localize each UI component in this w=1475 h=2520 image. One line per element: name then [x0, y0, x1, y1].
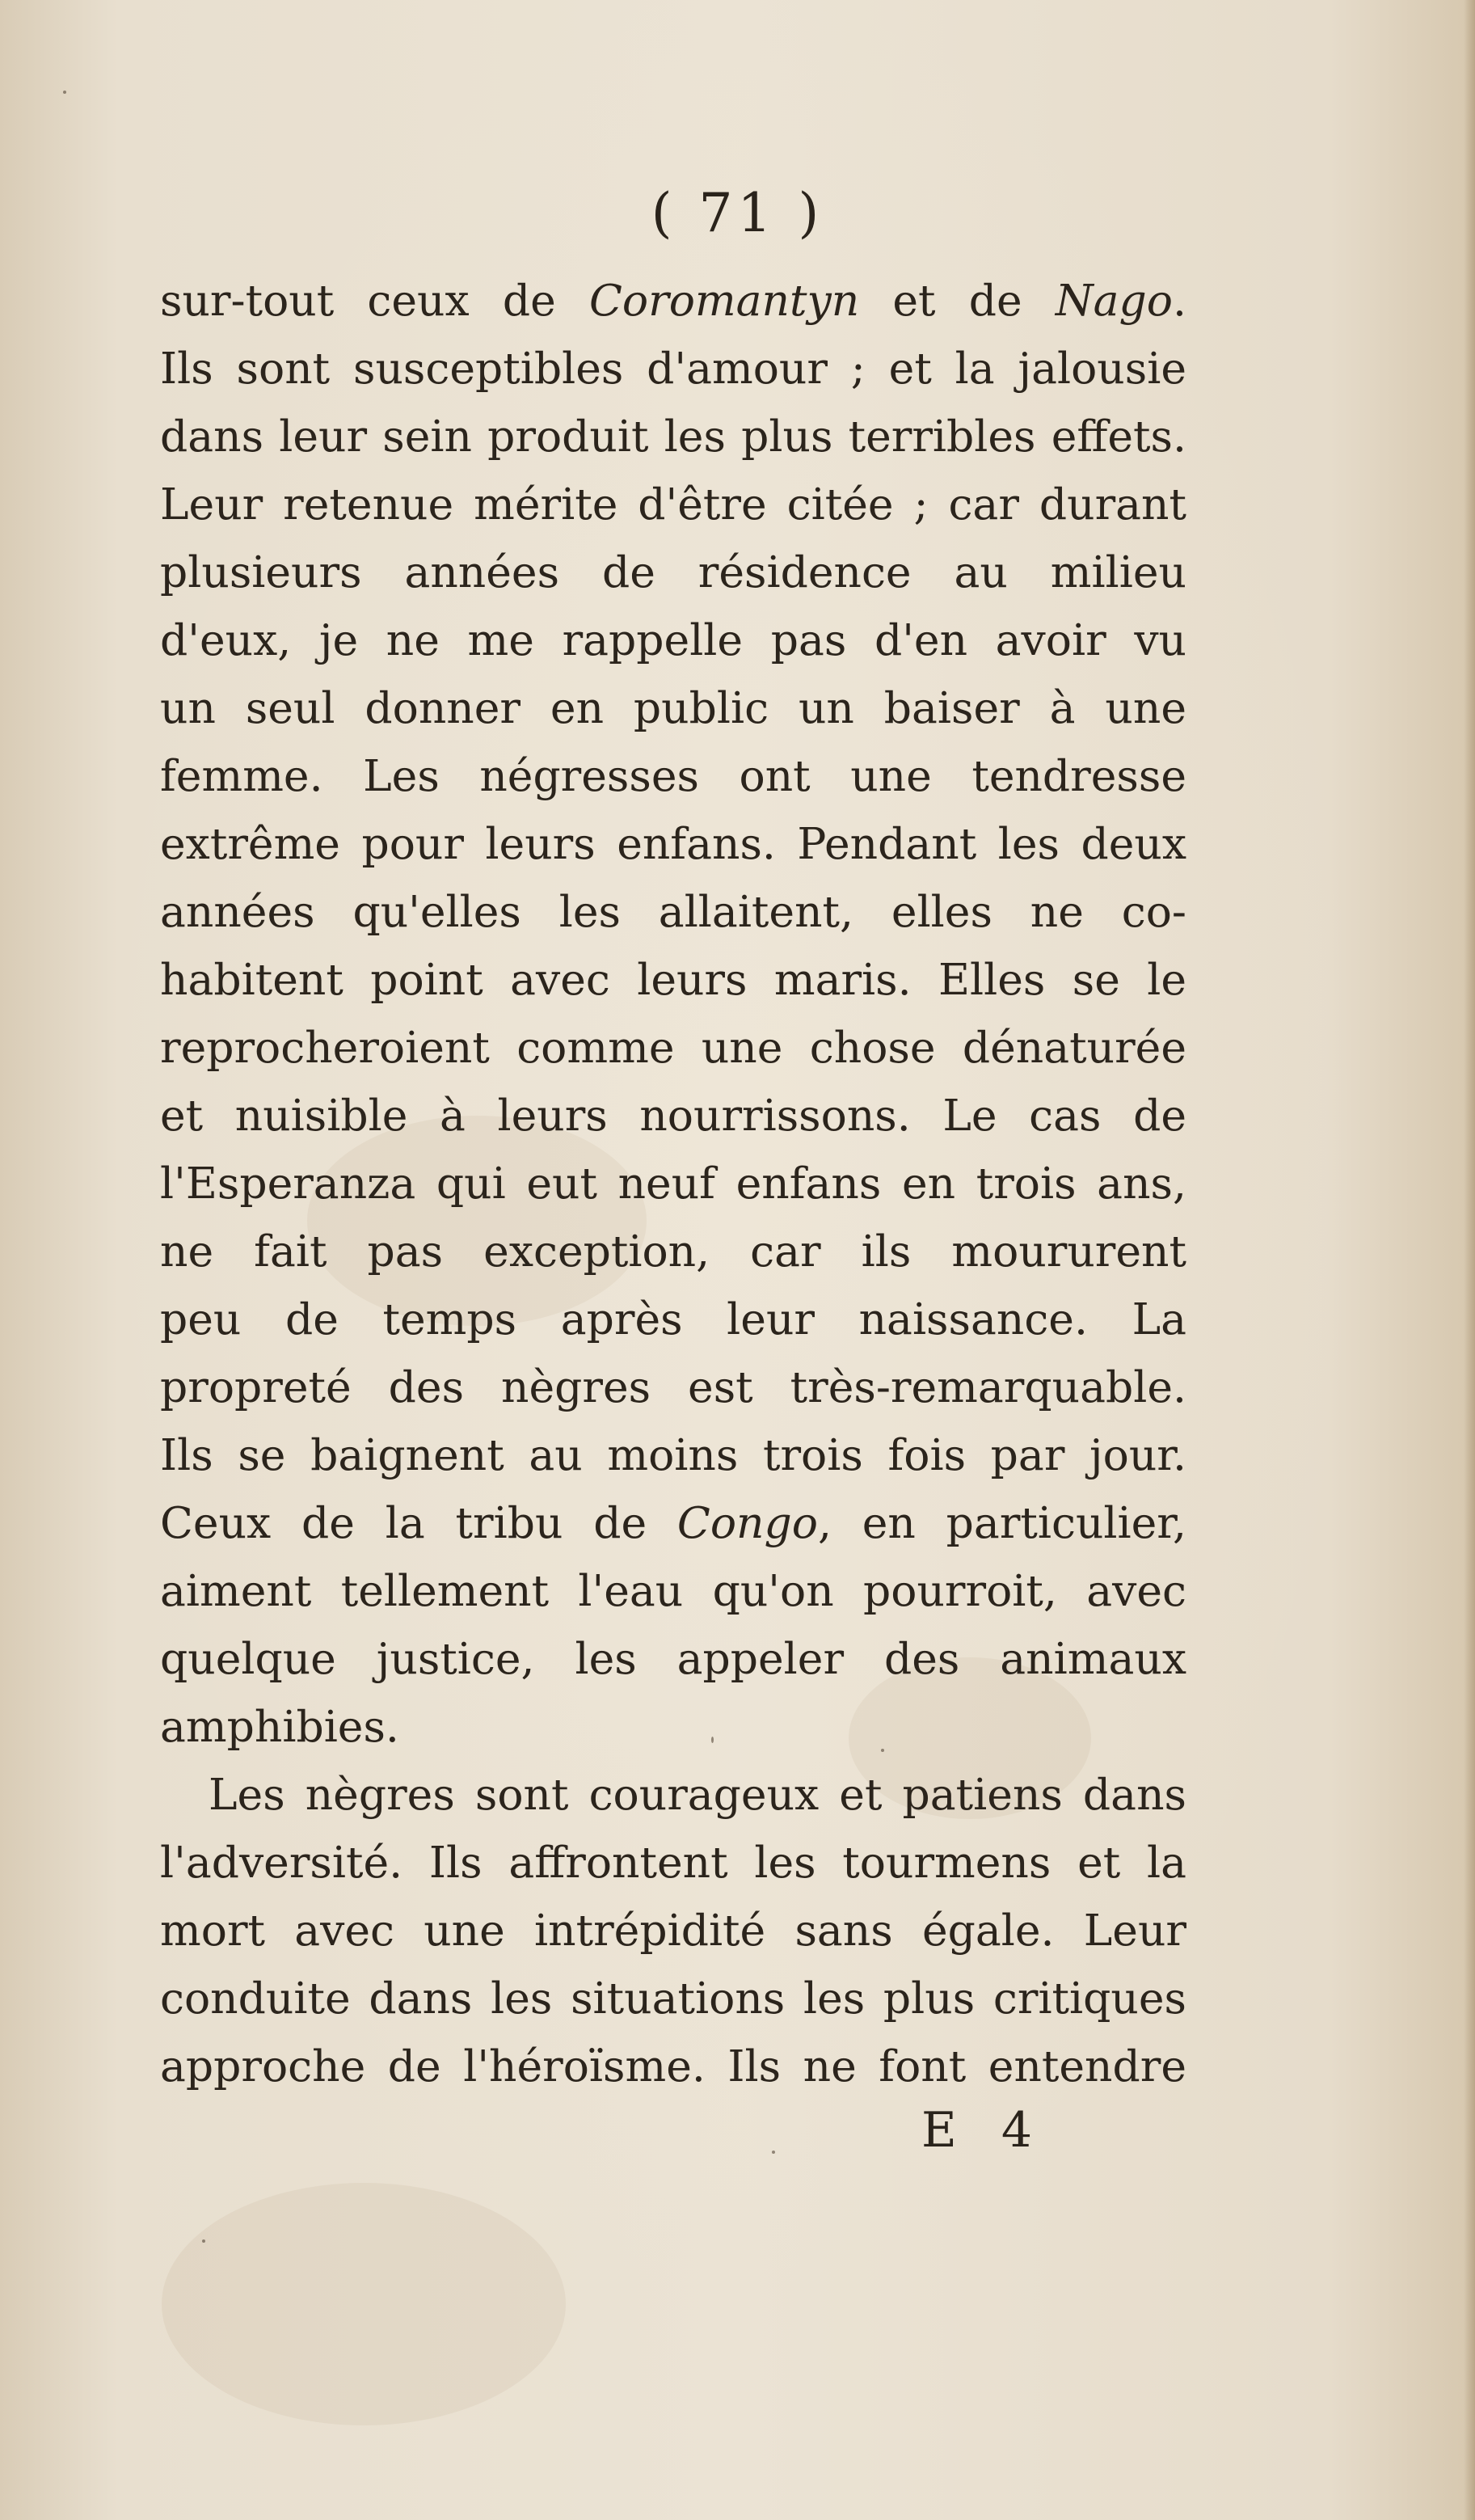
italic-nago: Nago — [1055, 275, 1173, 326]
italic-congo: Congo — [676, 1497, 818, 1548]
text-line: sur-tout ceux de Coromantyn et de Nago. — [160, 275, 1186, 326]
text-line: femme. Les négresses ont une tendresse — [160, 750, 1186, 801]
text-line: Ils sont susceptibles d'amour ; et la jalousie — [160, 343, 1186, 394]
paper-stain — [162, 2183, 566, 2425]
text-line: dans leur sein produit les plus terribles effets. — [160, 411, 1186, 462]
text-line: Ceux de la tribu de Congo, en particulier, — [160, 1497, 1187, 1548]
signature-mark: E 4 — [921, 2102, 1047, 2159]
text-line: Leur retenue mérite d'être citée ; car durant — [160, 479, 1186, 530]
text-line: l'Esperanza qui eut neuf enfans en trois ans, — [160, 1158, 1186, 1209]
text-line: années qu'elles les allaitent, elles ne co- — [160, 886, 1186, 937]
text-line: peu de temps après leur naissance. La — [160, 1294, 1186, 1344]
paper-speck — [63, 91, 66, 94]
page-number: ( 71 ) — [651, 182, 824, 244]
italic-coromantyn: Coromantyn — [588, 275, 860, 326]
text-line: mort avec une intrépidité sans égale. Leur — [160, 1905, 1186, 1956]
text-line: propreté des nègres est très-remarquable. — [160, 1361, 1186, 1412]
text-line: Ils se baignent au moins trois fois par jour. — [160, 1429, 1186, 1480]
text-line: reprocheroient comme une chose dénaturée — [160, 1022, 1186, 1073]
text-line: quelque justice, les appeler des animaux — [160, 1633, 1186, 1684]
text-line: amphibies. — [160, 1701, 399, 1752]
body-text — [160, 267, 1186, 2100]
paper-speck — [202, 2239, 205, 2243]
text-line: habitent point avec leurs maris. Elles se le — [160, 954, 1186, 1005]
text-line: ne fait pas exception, car ils moururent — [160, 1226, 1186, 1277]
text-line: conduite dans les situations les plus critiques — [160, 1973, 1186, 2024]
text-line: et nuisible à leurs nourrissons. Le cas de — [160, 1090, 1186, 1141]
text-line: extrême pour leurs enfans. Pendant les deux — [160, 818, 1186, 869]
text-line: l'adversité. Ils affrontent les tourmens et la — [160, 1837, 1186, 1888]
text-line: plusieurs années de résidence au milieu — [160, 547, 1186, 597]
paper-speck — [772, 2151, 775, 2154]
text-line: approche de l'héroïsme. Ils ne font entendre — [160, 2041, 1186, 2092]
text-line: un seul donner en public un baiser à une — [160, 682, 1186, 733]
text-line: aiment tellement l'eau qu'on pourroit, avec — [160, 1565, 1186, 1616]
page-edge-shadow — [1464, 0, 1475, 2520]
text-line: d'eux, je ne me rappelle pas d'en avoir vu — [160, 614, 1186, 665]
paragraph-start-line: Les nègres sont courageux et patiens dans — [209, 1769, 1186, 1820]
